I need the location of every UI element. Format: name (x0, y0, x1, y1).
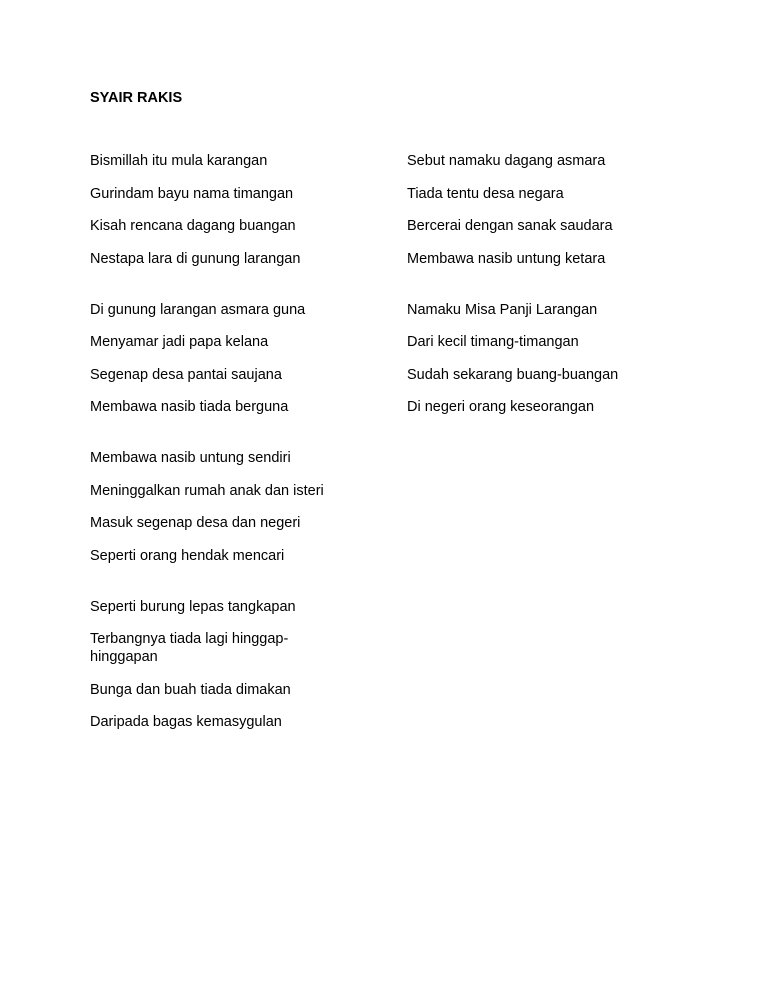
verse-line: Bismillah itu mula karangan (90, 153, 268, 169)
verse-line: Segenap desa pantai saujana (90, 366, 282, 383)
verse-line: Terbangnya tiada lagi hinggap-hinggapan (90, 631, 289, 665)
verse-line: Masuk segenap desa dan negeri (90, 515, 301, 531)
verse-line: Nestapa lara di gunung larangan (90, 250, 301, 267)
document-title: SYAIR RAKIS (90, 90, 183, 106)
verse-line: Bercerai dengan sanak saudara (407, 218, 613, 234)
right-column (407, 152, 687, 449)
verse-line: Dari kecil timang-timangan (407, 334, 579, 350)
verse-line: Sudah sekarang buang-buangan (407, 366, 619, 383)
verse-line: Membawa nasib untung ketara (407, 250, 606, 267)
stanza-1 (90, 152, 350, 268)
stanza-5 (407, 152, 687, 268)
stanza-2 (90, 301, 350, 417)
verse-line: Daripada bagas kemasygulan (90, 714, 282, 730)
verse-line: Di gunung larangan asmara guna (90, 301, 306, 318)
stanza-4 (90, 598, 350, 732)
verse-line: Membawa nasib tiada berguna (90, 399, 289, 415)
verse-line: Menyamar jadi papa kelana (90, 334, 269, 350)
verse-line: Seperti burung lepas tangkapan (90, 598, 296, 615)
stanza-6 (407, 301, 687, 417)
verse-line: Sebut namaku dagang asmara (407, 153, 606, 169)
verse-line: Gurindam bayu nama timangan (90, 185, 294, 202)
verse-line: Namaku Misa Panji Larangan (407, 301, 598, 318)
verse-line: Kisah rencana dagang buangan (90, 218, 296, 234)
verse-line: Seperti orang hendak mencari (90, 547, 285, 564)
stanza-3 (90, 449, 350, 565)
verse-line: Tiada tentu desa negara (407, 185, 564, 202)
verse-line: Membawa nasib untung sendiri (90, 450, 291, 466)
verse-line: Meninggalkan rumah anak dan isteri (90, 482, 324, 499)
left-column (90, 152, 350, 764)
verse-line: Bunga dan buah tiada dimakan (90, 681, 291, 698)
verse-line: Di negeri orang keseorangan (407, 399, 595, 415)
